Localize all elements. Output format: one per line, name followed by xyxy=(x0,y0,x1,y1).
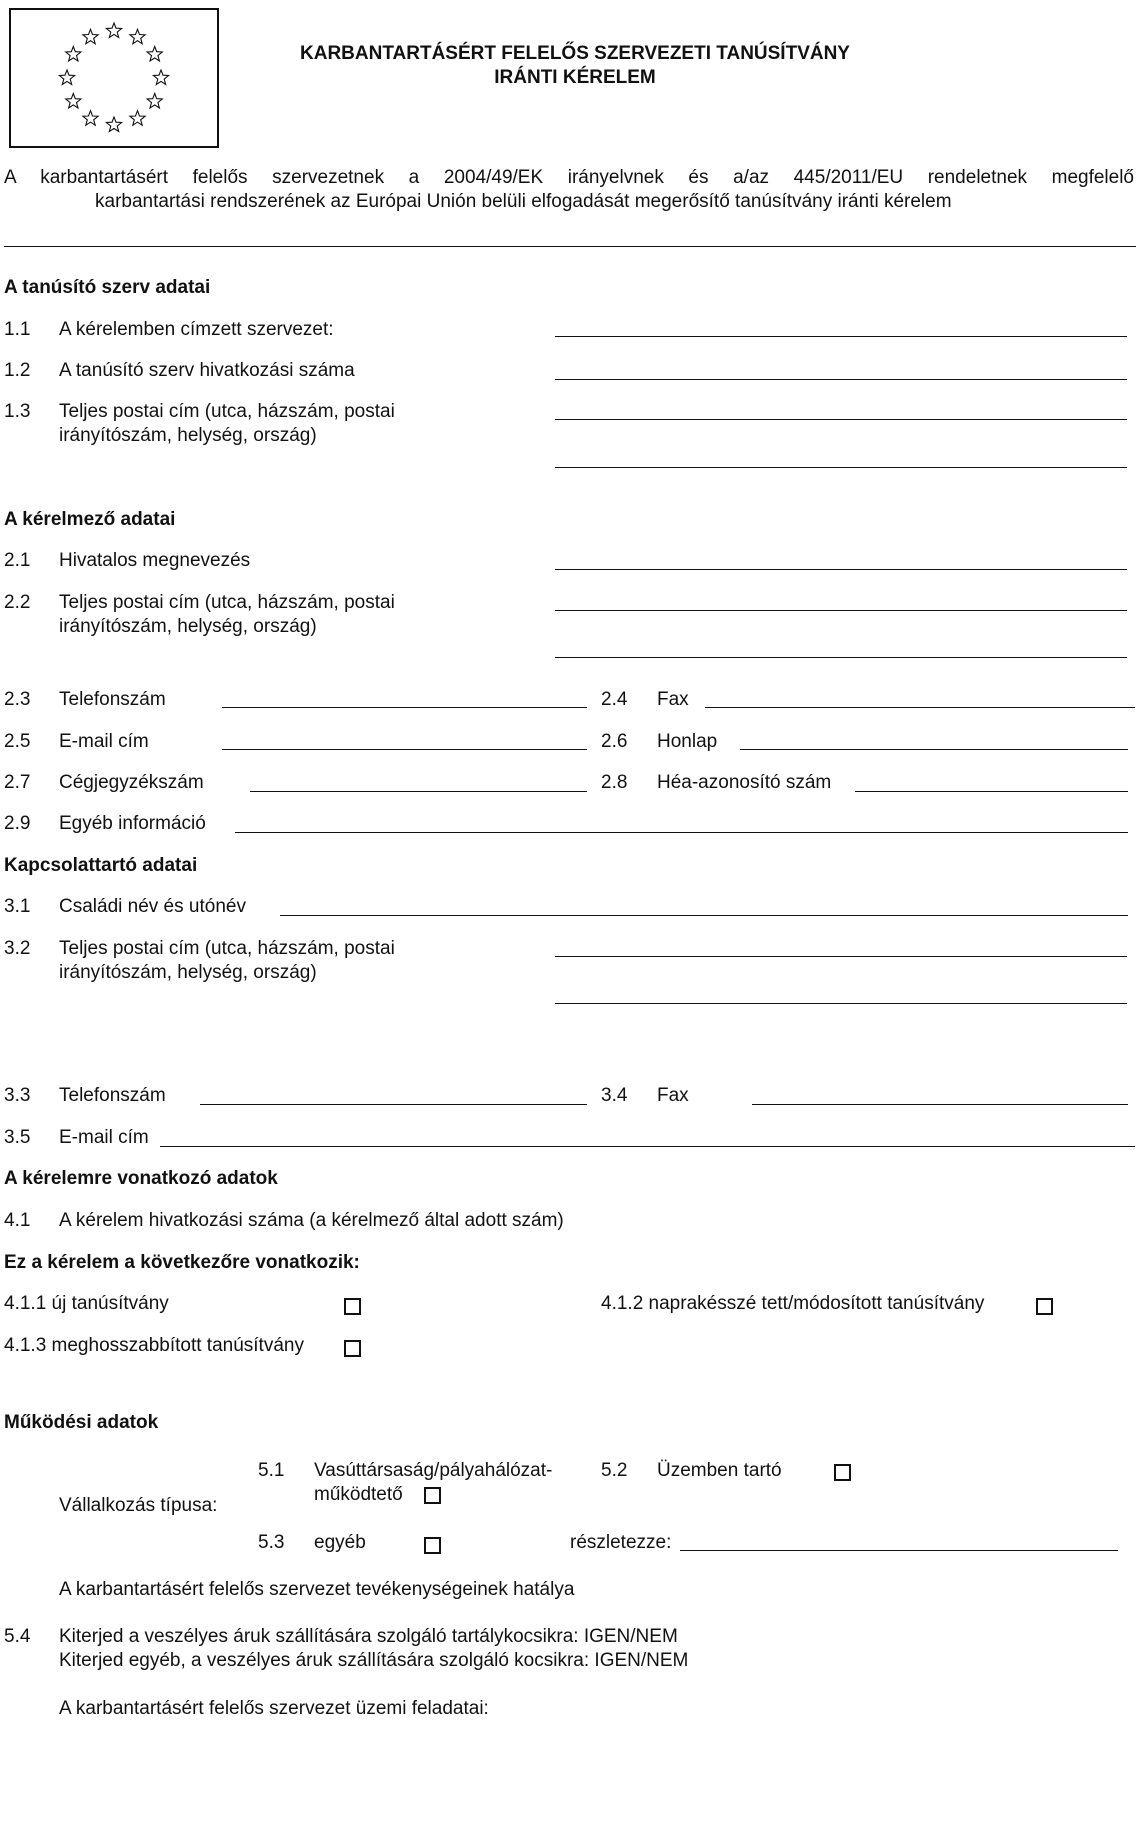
field-2-9-line[interactable] xyxy=(235,832,1128,833)
item-5-4-line2: Kiterjed egyéb, a veszélyes áruk szállítására szolgáló kocsikra: IGEN/NEM xyxy=(59,1650,689,1671)
option-4-1-2-label: 4.1.2 naprakésszé tett/módosított tanúsítvány xyxy=(601,1293,985,1314)
item-3-1-number: 3.1 xyxy=(4,896,31,917)
item-3-1-label: Családi név és utónév xyxy=(59,896,246,917)
star-icon xyxy=(130,111,145,126)
star-icon xyxy=(59,70,74,85)
item-2-7-number: 2.7 xyxy=(4,772,31,793)
form-title-line2: IRÁNTI KÉRELEM xyxy=(494,67,656,88)
field-1-1-line[interactable] xyxy=(555,336,1127,337)
item-3-2-number: 3.2 xyxy=(4,938,31,959)
intro-text-line1: A karbantartásért felelős szervezetnek a 2004/49/EK irányelvnek és a/az 445/2011/EU rendeletnek megfelelő xyxy=(4,167,1134,188)
item-3-4-label: Fax xyxy=(657,1085,689,1106)
section4-heading: A kérelemre vonatkozó adatok xyxy=(4,1168,278,1189)
star-icon xyxy=(153,70,168,85)
checkbox-5-2[interactable] xyxy=(834,1464,851,1481)
star-icon xyxy=(83,29,98,44)
item-3-3-label: Telefonszám xyxy=(59,1085,166,1106)
item-4-1-number: 4.1 xyxy=(4,1210,31,1231)
item-2-9-number: 2.9 xyxy=(4,813,31,834)
field-1-3-line-a[interactable] xyxy=(555,419,1127,420)
item-2-7-label: Cégjegyzékszám xyxy=(59,772,204,793)
field-3-2-line-b[interactable] xyxy=(555,1003,1127,1004)
star-icon xyxy=(147,94,162,109)
field-1-3-line-b[interactable] xyxy=(555,467,1127,468)
item-2-2-number: 2.2 xyxy=(4,592,31,613)
field-2-6-line[interactable] xyxy=(740,749,1128,750)
option-5-2-number: 5.2 xyxy=(601,1460,628,1481)
section5-heading: Működési adatok xyxy=(4,1412,159,1433)
item-3-2-label: Teljes postai cím (utca, házszám, postai xyxy=(59,938,395,959)
item-2-6-label: Honlap xyxy=(657,731,718,752)
item-3-2-label-cont: irányítószám, helység, ország) xyxy=(59,962,317,983)
field-3-5-line[interactable] xyxy=(160,1146,1135,1147)
option-5-1-label: Vasúttársaság/pályahálózat- xyxy=(314,1460,553,1481)
details-field-line[interactable] xyxy=(680,1550,1118,1551)
star-icon xyxy=(130,29,145,44)
section3-heading: Kapcsolattartó adatai xyxy=(4,855,198,876)
field-2-4-line[interactable] xyxy=(705,707,1135,708)
checkbox-5-3[interactable] xyxy=(424,1537,441,1554)
item-1-3-label: Teljes postai cím (utca, házszám, postai xyxy=(59,401,395,422)
star-icon xyxy=(66,47,81,62)
section4-subheading: Ez a kérelem a következőre vonatkozik: xyxy=(4,1252,360,1273)
item-1-1-number: 1.1 xyxy=(4,319,31,340)
intro-text-line2: karbantartási rendszerének az Európai Unión belüli elfogadását megerősítő tanúsítvány iránti kérelem xyxy=(95,191,952,212)
item-2-2-label-cont: irányítószám, helység, ország) xyxy=(59,616,317,637)
field-3-2-line-a[interactable] xyxy=(555,956,1127,957)
item-2-3-label: Telefonszám xyxy=(59,689,166,710)
eu-flag-logo xyxy=(9,8,219,148)
item-3-5-label: E-mail cím xyxy=(59,1127,149,1148)
company-type-label: Vállalkozás típusa: xyxy=(59,1495,218,1516)
section1-heading: A tanúsító szerv adatai xyxy=(4,277,211,298)
option-5-2-label: Üzemben tartó xyxy=(657,1460,782,1481)
field-2-5-line[interactable] xyxy=(222,749,587,750)
field-3-4-line[interactable] xyxy=(752,1104,1128,1105)
star-icon xyxy=(66,94,81,109)
star-icon xyxy=(83,111,98,126)
field-2-2-line-b[interactable] xyxy=(555,657,1127,658)
checkbox-4-1-1[interactable] xyxy=(344,1298,361,1315)
item-2-2-label: Teljes postai cím (utca, házszám, postai xyxy=(59,592,395,613)
field-3-1-line[interactable] xyxy=(280,915,1128,916)
option-5-3-number: 5.3 xyxy=(258,1532,285,1553)
checkbox-4-1-2[interactable] xyxy=(1036,1298,1053,1315)
header-divider xyxy=(4,246,1136,247)
field-1-2-line[interactable] xyxy=(555,379,1127,380)
item-3-3-number: 3.3 xyxy=(4,1085,31,1106)
checkbox-4-1-3[interactable] xyxy=(344,1340,361,1357)
field-2-2-line-a[interactable] xyxy=(555,610,1127,611)
star-icon xyxy=(106,23,121,38)
item-1-3-number: 1.3 xyxy=(4,401,31,422)
item-2-9-label: Egyéb információ xyxy=(59,813,206,834)
option-4-1-1-label: 4.1.1 új tanúsítvány xyxy=(4,1293,169,1314)
option-5-1-number: 5.1 xyxy=(258,1460,285,1481)
item-3-5-number: 3.5 xyxy=(4,1127,31,1148)
item-1-1-label: A kérelemben címzett szervezet: xyxy=(59,319,334,340)
item-2-4-number: 2.4 xyxy=(601,689,628,710)
item-5-4-line1: Kiterjed a veszélyes áruk szállítására szolgáló tartálykocsikra: IGEN/NEM xyxy=(59,1626,678,1647)
checkbox-5-1[interactable] xyxy=(424,1487,441,1504)
option-5-3-label: egyéb xyxy=(314,1532,366,1553)
item-2-4-label: Fax xyxy=(657,689,689,710)
field-2-8-line[interactable] xyxy=(855,791,1128,792)
field-2-7-line[interactable] xyxy=(250,791,587,792)
field-2-3-line[interactable] xyxy=(222,707,587,708)
item-2-5-number: 2.5 xyxy=(4,731,31,752)
option-4-1-3-label: 4.1.3 meghosszabbított tanúsítvány xyxy=(4,1335,304,1356)
item-3-4-number: 3.4 xyxy=(601,1085,628,1106)
item-2-5-label: E-mail cím xyxy=(59,731,149,752)
star-icon xyxy=(106,117,121,132)
item-5-4-number: 5.4 xyxy=(4,1626,31,1647)
details-label: részletezze: xyxy=(570,1532,672,1553)
field-2-1-line[interactable] xyxy=(555,569,1127,570)
form-title-line1: KARBANTARTÁSÉRT FELELŐS SZERVEZETI TANÚSÍTVÁNY xyxy=(300,43,850,64)
eu-stars-icon xyxy=(11,10,217,146)
section2-heading: A kérelmező adatai xyxy=(4,509,176,530)
item-4-1-label: A kérelem hivatkozási száma (a kérelmező által adott szám) xyxy=(59,1210,564,1231)
item-1-2-number: 1.2 xyxy=(4,360,31,381)
item-1-2-label: A tanúsító szerv hivatkozási száma xyxy=(59,360,355,381)
item-2-1-label: Hivatalos megnevezés xyxy=(59,550,251,571)
item-2-8-number: 2.8 xyxy=(601,772,628,793)
item-2-8-label: Héa-azonosító szám xyxy=(657,772,832,793)
item-2-6-number: 2.6 xyxy=(601,731,628,752)
scope-text: A karbantartásért felelős szervezet tevékenységeinek hatálya xyxy=(59,1579,575,1600)
tasks-text: A karbantartásért felelős szervezet üzemi feladatai: xyxy=(59,1698,489,1719)
item-1-3-label-cont: irányítószám, helység, ország) xyxy=(59,425,317,446)
item-2-3-number: 2.3 xyxy=(4,689,31,710)
option-5-1-label-cont: működtető xyxy=(314,1484,403,1505)
star-icon xyxy=(147,47,162,62)
field-3-3-line[interactable] xyxy=(200,1104,587,1105)
item-2-1-number: 2.1 xyxy=(4,550,31,571)
